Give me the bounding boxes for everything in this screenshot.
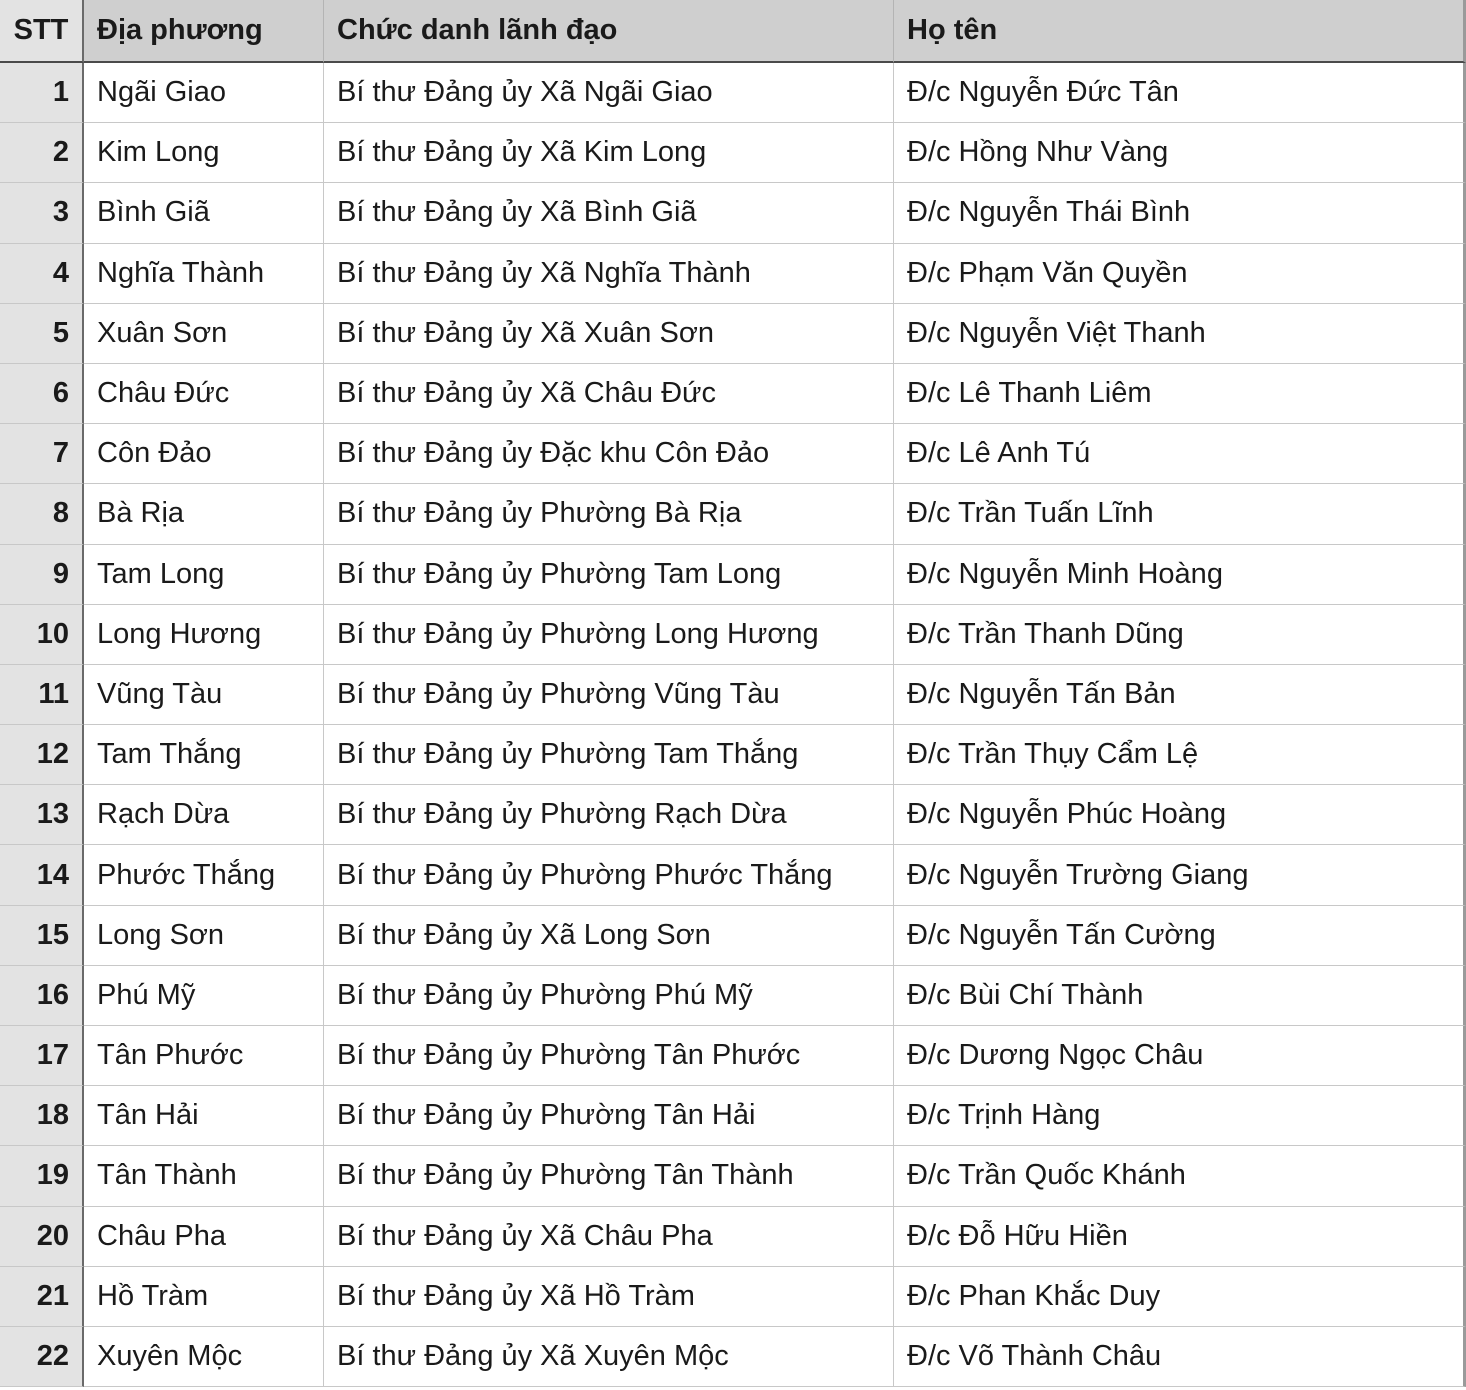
row-number-cell[interactable]: 3 <box>0 183 84 243</box>
full-name-cell[interactable]: Đ/c Hồng Như Vàng <box>894 123 1466 183</box>
header-full-name[interactable]: Họ tên <box>894 0 1466 63</box>
full-name-cell[interactable]: Đ/c Nguyễn Minh Hoàng <box>894 545 1466 605</box>
full-name-cell[interactable]: Đ/c Phạm Văn Quyền <box>894 244 1466 304</box>
position-cell[interactable]: Bí thư Đảng ủy Phường Phú Mỹ <box>324 966 894 1026</box>
locality-cell[interactable]: Rạch Dừa <box>84 785 324 845</box>
full-name-cell[interactable]: Đ/c Võ Thành Châu <box>894 1327 1466 1387</box>
locality-cell[interactable]: Long Hương <box>84 605 324 665</box>
locality-cell[interactable]: Kim Long <box>84 123 324 183</box>
row-number-cell[interactable]: 11 <box>0 665 84 725</box>
full-name-cell[interactable]: Đ/c Trịnh Hàng <box>894 1086 1466 1146</box>
full-name-cell[interactable]: Đ/c Lê Thanh Liêm <box>894 364 1466 424</box>
locality-cell[interactable]: Ngãi Giao <box>84 63 324 123</box>
locality-cell[interactable]: Vũng Tàu <box>84 665 324 725</box>
locality-cell[interactable]: Long Sơn <box>84 906 324 966</box>
row-number-cell[interactable]: 22 <box>0 1327 84 1387</box>
locality-cell[interactable]: Châu Đức <box>84 364 324 424</box>
position-cell[interactable]: Bí thư Đảng ủy Phường Tân Hải <box>324 1086 894 1146</box>
row-number-cell[interactable]: 6 <box>0 364 84 424</box>
locality-cell[interactable]: Bà Rịa <box>84 484 324 544</box>
full-name-cell[interactable]: Đ/c Nguyễn Tấn Bản <box>894 665 1466 725</box>
locality-cell[interactable]: Bình Giã <box>84 183 324 243</box>
locality-cell[interactable]: Phước Thắng <box>84 845 324 905</box>
row-number-cell[interactable]: 12 <box>0 725 84 785</box>
row-number-cell[interactable]: 16 <box>0 966 84 1026</box>
full-name-cell[interactable]: Đ/c Trần Thụy Cẩm Lệ <box>894 725 1466 785</box>
row-number-cell[interactable]: 1 <box>0 63 84 123</box>
full-name-cell[interactable]: Đ/c Bùi Chí Thành <box>894 966 1466 1026</box>
full-name-cell[interactable]: Đ/c Nguyễn Thái Bình <box>894 183 1466 243</box>
position-cell[interactable]: Bí thư Đảng ủy Phường Bà Rịa <box>324 484 894 544</box>
row-number-cell[interactable]: 4 <box>0 244 84 304</box>
locality-cell[interactable]: Tân Phước <box>84 1026 324 1086</box>
full-name-cell[interactable]: Đ/c Trần Tuấn Lĩnh <box>894 484 1466 544</box>
position-cell[interactable]: Bí thư Đảng ủy Phường Rạch Dừa <box>324 785 894 845</box>
locality-cell[interactable]: Tân Thành <box>84 1146 324 1206</box>
row-number-cell[interactable]: 8 <box>0 484 84 544</box>
full-name-cell[interactable]: Đ/c Nguyễn Tấn Cường <box>894 906 1466 966</box>
position-cell[interactable]: Bí thư Đảng ủy Phường Tam Long <box>324 545 894 605</box>
locality-cell[interactable]: Côn Đảo <box>84 424 324 484</box>
row-number-cell[interactable]: 13 <box>0 785 84 845</box>
position-cell[interactable]: Bí thư Đảng ủy Xã Bình Giã <box>324 183 894 243</box>
position-cell[interactable]: Bí thư Đảng ủy Xã Kim Long <box>324 123 894 183</box>
locality-cell[interactable]: Xuyên Mộc <box>84 1327 324 1387</box>
full-name-cell[interactable]: Đ/c Nguyễn Phúc Hoàng <box>894 785 1466 845</box>
locality-cell[interactable]: Tam Long <box>84 545 324 605</box>
full-name-cell[interactable]: Đ/c Trần Quốc Khánh <box>894 1146 1466 1206</box>
row-number-cell[interactable]: 5 <box>0 304 84 364</box>
row-number-cell[interactable]: 15 <box>0 906 84 966</box>
position-cell[interactable]: Bí thư Đảng ủy Xã Hồ Tràm <box>324 1267 894 1327</box>
row-number-cell[interactable]: 21 <box>0 1267 84 1327</box>
row-number-cell[interactable]: 14 <box>0 845 84 905</box>
locality-cell[interactable]: Châu Pha <box>84 1207 324 1267</box>
position-cell[interactable]: Bí thư Đảng ủy Xã Ngãi Giao <box>324 63 894 123</box>
row-number-cell[interactable]: 2 <box>0 123 84 183</box>
position-cell[interactable]: Bí thư Đảng ủy Phường Phước Thắng <box>324 845 894 905</box>
header-locality[interactable]: Địa phương <box>84 0 324 63</box>
full-name-cell[interactable]: Đ/c Nguyễn Việt Thanh <box>894 304 1466 364</box>
row-number-cell[interactable]: 17 <box>0 1026 84 1086</box>
locality-cell[interactable]: Xuân Sơn <box>84 304 324 364</box>
position-cell[interactable]: Bí thư Đảng ủy Phường Vũng Tàu <box>324 665 894 725</box>
row-number-cell[interactable]: 18 <box>0 1086 84 1146</box>
locality-cell[interactable]: Nghĩa Thành <box>84 244 324 304</box>
position-cell[interactable]: Bí thư Đảng ủy Phường Long Hương <box>324 605 894 665</box>
position-cell[interactable]: Bí thư Đảng ủy Xã Xuyên Mộc <box>324 1327 894 1387</box>
full-name-cell[interactable]: Đ/c Nguyễn Trường Giang <box>894 845 1466 905</box>
full-name-cell[interactable]: Đ/c Nguyễn Đức Tân <box>894 63 1466 123</box>
locality-cell[interactable]: Hồ Tràm <box>84 1267 324 1327</box>
locality-cell[interactable]: Tân Hải <box>84 1086 324 1146</box>
full-name-cell[interactable]: Đ/c Lê Anh Tú <box>894 424 1466 484</box>
position-cell[interactable]: Bí thư Đảng ủy Phường Tân Thành <box>324 1146 894 1206</box>
row-number-cell[interactable]: 7 <box>0 424 84 484</box>
locality-cell[interactable]: Phú Mỹ <box>84 966 324 1026</box>
position-cell[interactable]: Bí thư Đảng ủy Xã Nghĩa Thành <box>324 244 894 304</box>
full-name-cell[interactable]: Đ/c Đỗ Hữu Hiền <box>894 1207 1466 1267</box>
position-cell[interactable]: Bí thư Đảng ủy Xã Châu Pha <box>324 1207 894 1267</box>
locality-cell[interactable]: Tam Thắng <box>84 725 324 785</box>
position-cell[interactable]: Bí thư Đảng ủy Xã Xuân Sơn <box>324 304 894 364</box>
row-number-cell[interactable]: 19 <box>0 1146 84 1206</box>
row-number-cell[interactable]: 9 <box>0 545 84 605</box>
row-number-cell[interactable]: 10 <box>0 605 84 665</box>
full-name-cell[interactable]: Đ/c Dương Ngọc Châu <box>894 1026 1466 1086</box>
position-cell[interactable]: Bí thư Đảng ủy Xã Châu Đức <box>324 364 894 424</box>
position-cell[interactable]: Bí thư Đảng ủy Đặc khu Côn Đảo <box>324 424 894 484</box>
position-cell[interactable]: Bí thư Đảng ủy Phường Tân Phước <box>324 1026 894 1086</box>
full-name-cell[interactable]: Đ/c Phan Khắc Duy <box>894 1267 1466 1327</box>
position-cell[interactable]: Bí thư Đảng ủy Phường Tam Thắng <box>324 725 894 785</box>
header-stt[interactable]: STT <box>0 0 84 63</box>
header-position[interactable]: Chức danh lãnh đạo <box>324 0 894 63</box>
full-name-cell[interactable]: Đ/c Trần Thanh Dũng <box>894 605 1466 665</box>
position-cell[interactable]: Bí thư Đảng ủy Xã Long Sơn <box>324 906 894 966</box>
row-number-cell[interactable]: 20 <box>0 1207 84 1267</box>
